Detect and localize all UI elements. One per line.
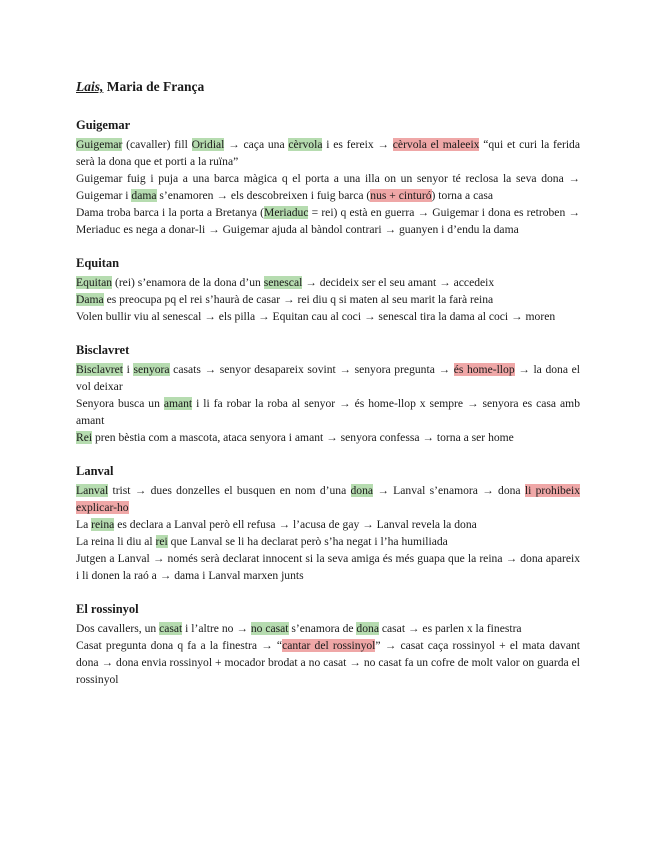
- title-rest: Maria de França: [103, 79, 205, 94]
- text-run: ” → casat caça rossinyol + el mata davant dona → dona envia rossinyol + mocador brodat a no casat → no casat fa un cofre de molt valor on guarda el rossinyol: [76, 639, 580, 686]
- text-run: = rei) q està en guerra → Guigemar i dona es retroben → Meriaduc es nega a donar-li → Guigemar ajuda al bàndol contrari → guanyen i d’endu la dama: [76, 206, 580, 236]
- paragraph: [76, 308, 580, 325]
- text-run: → Lanval s’enamora → dona: [373, 484, 525, 497]
- paragraph: [76, 395, 580, 429]
- text-run: “qui et curi la ferida serà la dona que et porti a la ruïna”: [76, 138, 581, 168]
- section-heading: Bisclavret: [76, 343, 130, 357]
- paragraph: [76, 136, 580, 170]
- sections-container: [76, 117, 580, 688]
- document-body: [76, 78, 580, 705]
- highlight-green: senescal: [263, 276, 303, 289]
- highlight-green: Meriaduc: [264, 206, 309, 219]
- highlight-green: no casat: [250, 622, 289, 635]
- text-run: Casat pregunta dona q fa a la finestra → “: [76, 639, 283, 652]
- section-equitan: [76, 255, 580, 325]
- text-run: que Lanval se li ha declarat però s’ha negat i l’ha humiliada: [167, 535, 448, 548]
- text-run: Jutgen a Lanval → només serà declarat innocent si la seva amiga és més guapa que la reina → dona apareix i li donen la raó a → dama i Lanval marxen junts: [76, 552, 580, 582]
- highlight-green: Bisclavret: [76, 363, 124, 376]
- highlight-green: cèrvola: [288, 138, 323, 151]
- paragraph: [76, 274, 580, 291]
- highlight-red: cèrvola el maleeix: [392, 138, 480, 151]
- highlight-green: Rei: [76, 431, 93, 444]
- section-guigemar: [76, 117, 580, 238]
- text-run: → caça una: [224, 138, 289, 151]
- paragraph: [76, 620, 580, 637]
- text-run: i li fa robar la roba al senyor → és home-llop x sempre → senyora es casa amb amant: [76, 397, 580, 427]
- document-title: [76, 78, 580, 95]
- text-run: casat → es parlen x la finestra: [378, 622, 522, 635]
- highlight-green: Oridial: [191, 138, 225, 151]
- text-run: → decideix ser el seu amant → accedeix: [302, 276, 495, 289]
- title-italic: Lais,: [76, 79, 104, 94]
- paragraph: [76, 170, 580, 204]
- paragraph: [76, 361, 580, 395]
- highlight-green: dona: [350, 484, 374, 497]
- text-run: es preocupa pq el rei s’haurà de casar → rei diu q si maten al seu marit la farà reina: [103, 293, 494, 306]
- text-run: es declara a Lanval però ell refusa → l’acusa de gay → Lanval revela la dona: [114, 518, 477, 531]
- text-run: ) torna a casa: [431, 189, 494, 202]
- highlight-green: dama: [131, 189, 157, 202]
- paragraph: [76, 291, 580, 308]
- text-run: → la dona el vol deixar: [76, 363, 580, 393]
- text-run: i: [123, 363, 134, 376]
- text-run: s’enamoren → els descobreixen i fuig barca (: [156, 189, 371, 202]
- highlight-green: Lanval: [76, 484, 109, 497]
- paragraph: [76, 533, 580, 550]
- text-run: trist → dues donzelles el busquen en nom d’una: [108, 484, 351, 497]
- paragraph: [76, 204, 580, 238]
- text-run: Volen bullir viu al senescal → els pilla → Equitan cau al coci → senescal tira la dama al coci → moren: [76, 310, 556, 323]
- highlight-red: nus + cinturó: [370, 189, 432, 202]
- highlight-green: Equitan: [76, 276, 113, 289]
- section-heading: Guigemar: [76, 118, 131, 132]
- highlight-green: senyora: [133, 363, 170, 376]
- paragraph: [76, 516, 580, 533]
- paragraph: [76, 482, 580, 516]
- text-run: casats → senyor desapareix sovint → senyora pregunta →: [169, 363, 454, 376]
- highlight-red: cantar del rossinyol: [282, 639, 376, 652]
- section-lanval: [76, 463, 580, 584]
- paragraph: [76, 637, 580, 688]
- highlight-red: és home-llop: [453, 363, 515, 376]
- text-run: s’enamora de: [288, 622, 357, 635]
- text-run: Senyora busca un: [76, 397, 164, 410]
- highlight-red: li prohibeix explicar-ho: [76, 484, 581, 514]
- text-run: i es fereix →: [322, 138, 393, 151]
- text-run: Guigemar fuig i puja a una barca màgica q el porta a una illa on un senyor té reclosa la seva dona → Guigemar i: [76, 172, 580, 202]
- highlight-green: reina: [91, 518, 115, 531]
- highlight-green: Dama: [76, 293, 104, 306]
- highlight-green: rei: [155, 535, 168, 548]
- paragraph: [76, 550, 580, 584]
- section-el-rossinyol: [76, 601, 580, 688]
- text-run: La reina li diu al: [76, 535, 156, 548]
- section-heading: El rossinyol: [76, 602, 139, 616]
- text-run: (rei) s’enamora de la dona d’un: [112, 276, 264, 289]
- section-heading: Equitan: [76, 256, 120, 270]
- section-bisclavret: [76, 342, 580, 446]
- highlight-green: Guigemar: [76, 138, 123, 151]
- text-run: (cavaller) fill: [122, 138, 192, 151]
- text-run: i l’altre no →: [182, 622, 251, 635]
- text-run: La: [76, 518, 92, 531]
- highlight-green: dona: [356, 622, 379, 635]
- highlight-green: amant: [163, 397, 193, 410]
- text-run: Dama troba barca i la porta a Bretanya (: [76, 206, 265, 219]
- section-heading: Lanval: [76, 464, 114, 478]
- text-run: Dos cavallers, un: [76, 622, 160, 635]
- highlight-green: casat: [159, 622, 183, 635]
- paragraph: [76, 429, 580, 446]
- text-run: pren bèstia com a mascota, ataca senyora i amant → senyora confessa → torna a ser home: [92, 431, 514, 444]
